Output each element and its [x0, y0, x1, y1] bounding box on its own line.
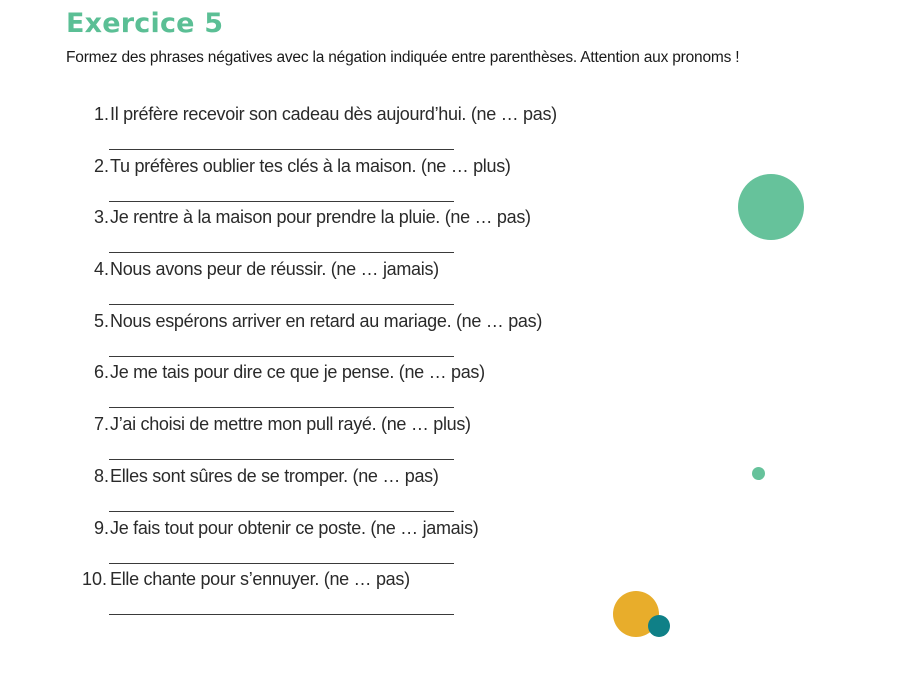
item-sentence: Elle chante pour s’ennuyer. (ne … pas): [110, 569, 410, 590]
item-number: 7.: [93, 414, 109, 435]
answer-line[interactable]: [109, 356, 454, 357]
item-number: 8.: [93, 465, 109, 486]
item-sentence: Nous avons peur de réussir. (ne … jamais): [110, 259, 439, 280]
answer-line[interactable]: [109, 563, 454, 564]
item-number: 10.: [82, 569, 108, 590]
answer-line[interactable]: [109, 511, 454, 512]
answer-line[interactable]: [109, 614, 454, 615]
answer-line[interactable]: [109, 252, 454, 253]
answer-line[interactable]: [109, 201, 454, 202]
item-sentence: Il préfère recevoir son cadeau dès aujourd’hui. (ne … pas): [110, 104, 557, 124]
answer-line[interactable]: [109, 407, 454, 408]
item-number: 6.: [93, 362, 109, 383]
exercise-instruction: Formez des phrases négatives avec la négation indiquée entre parenthèses. Attention aux pronoms !: [66, 49, 740, 66]
item-sentence: Je me tais pour dire ce que je pense. (ne … pas): [110, 362, 485, 383]
decorative-teal-circle: [648, 615, 670, 637]
decorative-green-circle-large: [738, 174, 804, 240]
item-number: 1.: [93, 104, 109, 124]
item-sentence: Je rentre à la maison pour prendre la pluie. (ne … pas): [110, 207, 531, 228]
item-number: 3.: [93, 207, 109, 228]
item-sentence: Elles sont sûres de se tromper. (ne … pas): [110, 465, 439, 486]
item-sentence: Tu préfères oublier tes clés à la maison. (ne … plus): [110, 155, 511, 176]
item-number: 4.: [93, 259, 109, 280]
answer-line[interactable]: [109, 459, 454, 460]
exercise-title: Exercice 5: [66, 8, 224, 39]
item-sentence: Je fais tout pour obtenir ce poste. (ne … jamais): [110, 517, 479, 538]
answer-line[interactable]: [109, 149, 454, 150]
item-number: 2.: [93, 155, 109, 176]
answer-line[interactable]: [109, 304, 454, 305]
item-sentence: J’ai choisi de mettre mon pull rayé. (ne … plus): [110, 414, 471, 435]
item-number: 9.: [93, 517, 109, 538]
decorative-green-circle-small: [752, 467, 765, 480]
item-sentence: Nous espérons arriver en retard au mariage. (ne … pas): [110, 310, 543, 331]
item-number: 5.: [93, 310, 109, 331]
